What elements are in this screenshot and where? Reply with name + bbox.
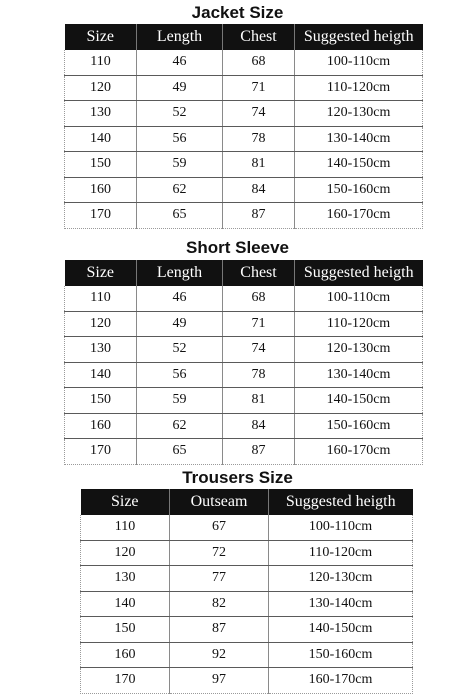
table-cell: 59 xyxy=(137,152,223,178)
table-cell: 84 xyxy=(223,413,295,439)
table-cell: 71 xyxy=(223,311,295,337)
header-length: Length xyxy=(137,24,223,50)
table-header-row xyxy=(81,489,413,515)
table-cell: 140-150cm xyxy=(295,152,423,178)
table-cell: 100-110cm xyxy=(295,286,423,311)
table-row xyxy=(65,101,423,127)
table-cell: 150-160cm xyxy=(295,413,423,439)
table-cell: 81 xyxy=(223,152,295,178)
table-row xyxy=(65,152,423,178)
table-cell: 110-120cm xyxy=(269,540,413,566)
table-cell: 92 xyxy=(170,642,269,668)
table-row xyxy=(65,50,423,75)
table-cell: 130-140cm xyxy=(295,126,423,152)
table-cell: 49 xyxy=(137,75,223,101)
table-cell: 110 xyxy=(65,286,137,311)
table-cell: 160 xyxy=(65,177,137,203)
table-cell: 74 xyxy=(223,337,295,363)
header-size: Size xyxy=(65,260,137,286)
table-row xyxy=(65,311,423,337)
table-cell: 65 xyxy=(137,203,223,229)
table-row xyxy=(65,75,423,101)
table-cell: 160-170cm xyxy=(269,668,413,694)
table-cell: 84 xyxy=(223,177,295,203)
table-row xyxy=(65,362,423,388)
table-cell: 130 xyxy=(65,337,137,363)
table-cell: 87 xyxy=(170,617,269,643)
table-row xyxy=(81,515,413,540)
short-sleeve-title: Short Sleeve xyxy=(186,238,289,257)
table-cell: 59 xyxy=(137,388,223,414)
trousers-size-title: Trousers Size xyxy=(182,468,293,487)
table-cell: 52 xyxy=(137,101,223,127)
table-cell: 78 xyxy=(223,126,295,152)
table-cell: 62 xyxy=(137,413,223,439)
table-row xyxy=(81,566,413,592)
table-cell: 71 xyxy=(223,75,295,101)
table-cell: 120-130cm xyxy=(295,101,423,127)
table-cell: 82 xyxy=(170,591,269,617)
table-cell: 78 xyxy=(223,362,295,388)
table-cell: 65 xyxy=(137,439,223,465)
header-outseam: Outseam xyxy=(170,489,269,515)
table-cell: 160 xyxy=(65,413,137,439)
table-row xyxy=(65,337,423,363)
table-row xyxy=(81,591,413,617)
table-row xyxy=(65,439,423,465)
header-chest: Chest xyxy=(223,24,295,50)
trousers-size-table xyxy=(80,489,413,694)
table-cell: 150-160cm xyxy=(295,177,423,203)
table-cell: 72 xyxy=(170,540,269,566)
table-cell: 87 xyxy=(223,203,295,229)
header-suggested-height: Suggested heigth xyxy=(269,489,413,515)
table-cell: 67 xyxy=(170,515,269,540)
table-row xyxy=(65,388,423,414)
header-suggested-height: Suggested heigth xyxy=(295,24,423,50)
jacket-size-title: Jacket Size xyxy=(191,3,284,22)
table-cell: 110 xyxy=(65,50,137,75)
table-cell: 68 xyxy=(223,50,295,75)
table-row xyxy=(81,642,413,668)
table-cell: 120 xyxy=(65,311,137,337)
table-cell: 74 xyxy=(223,101,295,127)
table-cell: 160 xyxy=(81,642,170,668)
table-row xyxy=(81,540,413,566)
table-cell: 170 xyxy=(81,668,170,694)
table-cell: 100-110cm xyxy=(269,515,413,540)
table-cell: 150-160cm xyxy=(269,642,413,668)
short-sleeve-table xyxy=(64,260,423,465)
table-cell: 56 xyxy=(137,362,223,388)
table-cell: 81 xyxy=(223,388,295,414)
table-cell: 150 xyxy=(65,388,137,414)
table-cell: 160-170cm xyxy=(295,439,423,465)
table-row xyxy=(81,617,413,643)
table-cell: 46 xyxy=(137,50,223,75)
table-cell: 170 xyxy=(65,439,137,465)
table-cell: 49 xyxy=(137,311,223,337)
table-cell: 150 xyxy=(81,617,170,643)
table-cell: 130-140cm xyxy=(269,591,413,617)
table-cell: 110-120cm xyxy=(295,75,423,101)
table-cell: 150 xyxy=(65,152,137,178)
table-cell: 120-130cm xyxy=(269,566,413,592)
table-row xyxy=(65,177,423,203)
header-size: Size xyxy=(81,489,170,515)
table-cell: 140 xyxy=(65,126,137,152)
table-row xyxy=(65,126,423,152)
table-cell: 77 xyxy=(170,566,269,592)
table-cell: 130-140cm xyxy=(295,362,423,388)
table-cell: 110-120cm xyxy=(295,311,423,337)
table-header-row xyxy=(65,260,423,286)
table-cell: 140-150cm xyxy=(269,617,413,643)
jacket-size-table xyxy=(64,24,423,229)
table-row xyxy=(65,413,423,439)
header-size: Size xyxy=(65,24,137,50)
table-cell: 68 xyxy=(223,286,295,311)
table-cell: 87 xyxy=(223,439,295,465)
table-cell: 120 xyxy=(65,75,137,101)
table-cell: 170 xyxy=(65,203,137,229)
table-row xyxy=(81,668,413,694)
table-row xyxy=(65,203,423,229)
header-suggested-height: Suggested heigth xyxy=(295,260,423,286)
table-cell: 62 xyxy=(137,177,223,203)
table-cell: 130 xyxy=(65,101,137,127)
table-cell: 140 xyxy=(81,591,170,617)
table-header-row xyxy=(65,24,423,50)
table-cell: 120-130cm xyxy=(295,337,423,363)
table-cell: 110 xyxy=(81,515,170,540)
table-cell: 140 xyxy=(65,362,137,388)
table-cell: 140-150cm xyxy=(295,388,423,414)
table-cell: 52 xyxy=(137,337,223,363)
table-cell: 56 xyxy=(137,126,223,152)
table-cell: 97 xyxy=(170,668,269,694)
table-cell: 130 xyxy=(81,566,170,592)
table-cell: 100-110cm xyxy=(295,50,423,75)
header-chest: Chest xyxy=(223,260,295,286)
table-cell: 160-170cm xyxy=(295,203,423,229)
header-length: Length xyxy=(137,260,223,286)
table-row xyxy=(65,286,423,311)
table-cell: 120 xyxy=(81,540,170,566)
table-cell: 46 xyxy=(137,286,223,311)
